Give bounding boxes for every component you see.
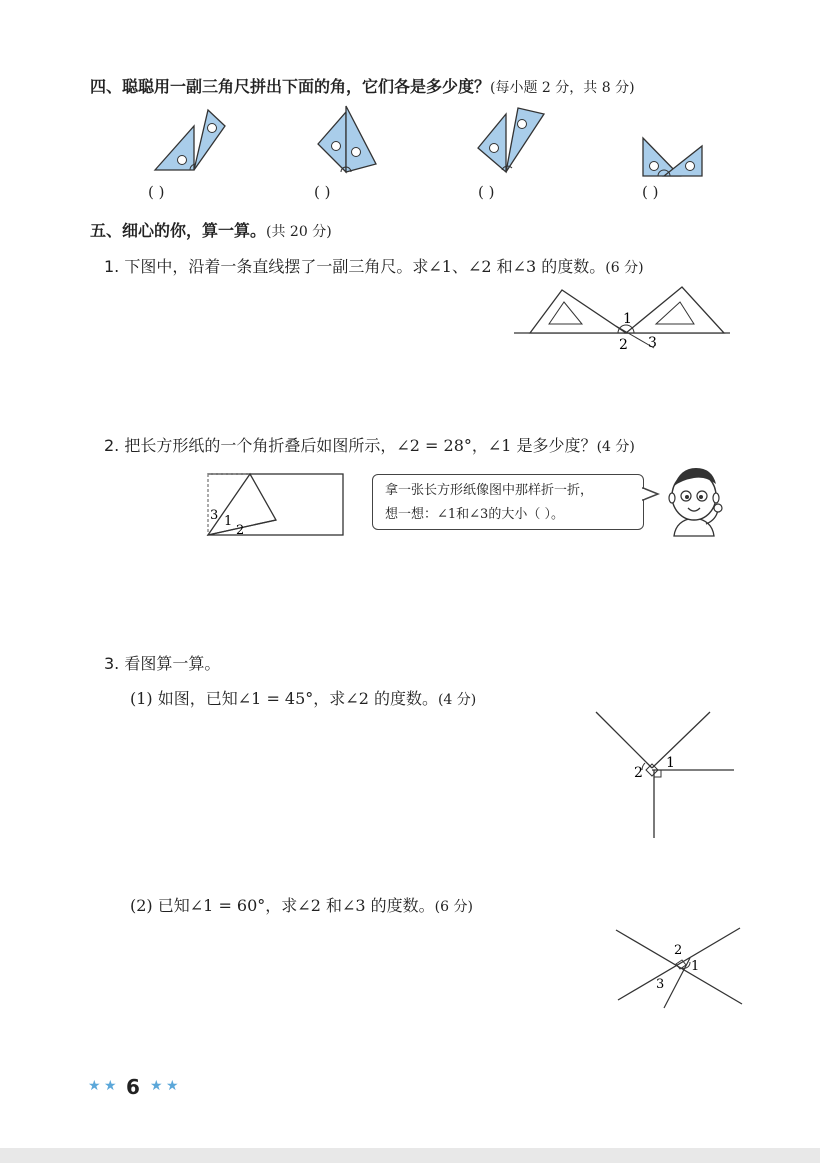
triangle-figure-4 [640, 128, 710, 178]
answer-blank-3[interactable]: ( ) [478, 183, 495, 201]
bottom-edge [0, 1148, 820, 1163]
cartoon-boy-illustration [660, 466, 730, 546]
section4-title: 四、聪聪用一副三角尺拼出下面的角，它们各是多少度？(每小题 2 分，共 8 分) [90, 77, 635, 96]
question-3-part-2: (2) 已知∠1 = 60°，求∠2 和∠3 的度数。(6 分) [130, 896, 473, 915]
q1-set-squares-diagram [514, 282, 734, 352]
question-3: 3. 看图算一算。 [104, 654, 221, 673]
answer-blank-4[interactable]: ( ) [642, 183, 659, 201]
q1-label-angle2: 2 [619, 337, 628, 353]
star-icon: ★ [166, 1078, 179, 1094]
q3p1-label-angle2: 2 [634, 765, 643, 781]
q1-label-angle1: 1 [623, 311, 632, 327]
hint-line-2: 想一想：∠1和∠3的大小（ ）。 [385, 507, 564, 522]
triangle-figure-1 [150, 108, 240, 178]
triangle-figure-3 [476, 108, 556, 180]
bubble-tail [642, 486, 662, 506]
question-3-part-1: (1) 如图，已知∠1 = 45°，求∠2 的度数。(4 分) [130, 689, 477, 708]
question-2: 2. 把长方形纸的一个角折叠后如图所示，∠2 = 28°，∠1 是多少度？(4 分) [104, 436, 635, 455]
q3p2-label-angle3: 3 [656, 977, 665, 992]
q3p2-label-angle1: 1 [691, 959, 700, 974]
q2-label-angle2: 2 [236, 523, 245, 538]
q3p1-label-angle1: 1 [666, 755, 675, 771]
star-icon: ★ [104, 1078, 117, 1094]
answer-blank-1[interactable]: ( ) [148, 183, 165, 201]
question-1: 1. 下图中，沿着一条直线摆了一副三角尺。求∠1、∠2 和∠3 的度数。(6 分) [104, 257, 644, 276]
q2-folded-paper-diagram [206, 473, 346, 537]
q1-label-angle3: 3 [648, 335, 657, 351]
q2-label-angle1: 1 [224, 514, 233, 529]
q3-part2-diagram [614, 924, 744, 1009]
hint-bubble [372, 474, 644, 530]
q2-label-angle3: 3 [210, 508, 219, 523]
q3p2-label-angle2: 2 [674, 943, 683, 958]
page-number: 6 [126, 1075, 140, 1099]
triangle-figure-2 [316, 106, 386, 178]
hint-line-1: 拿一张长方形纸像图中那样折一折， [385, 483, 594, 498]
answer-blank-2[interactable]: ( ) [314, 183, 331, 201]
section5-title: 五、细心的你，算一算。(共 20 分) [90, 221, 332, 240]
q3-part1-diagram [592, 710, 742, 840]
star-icon: ★ [150, 1078, 163, 1094]
star-icon: ★ [88, 1078, 101, 1094]
